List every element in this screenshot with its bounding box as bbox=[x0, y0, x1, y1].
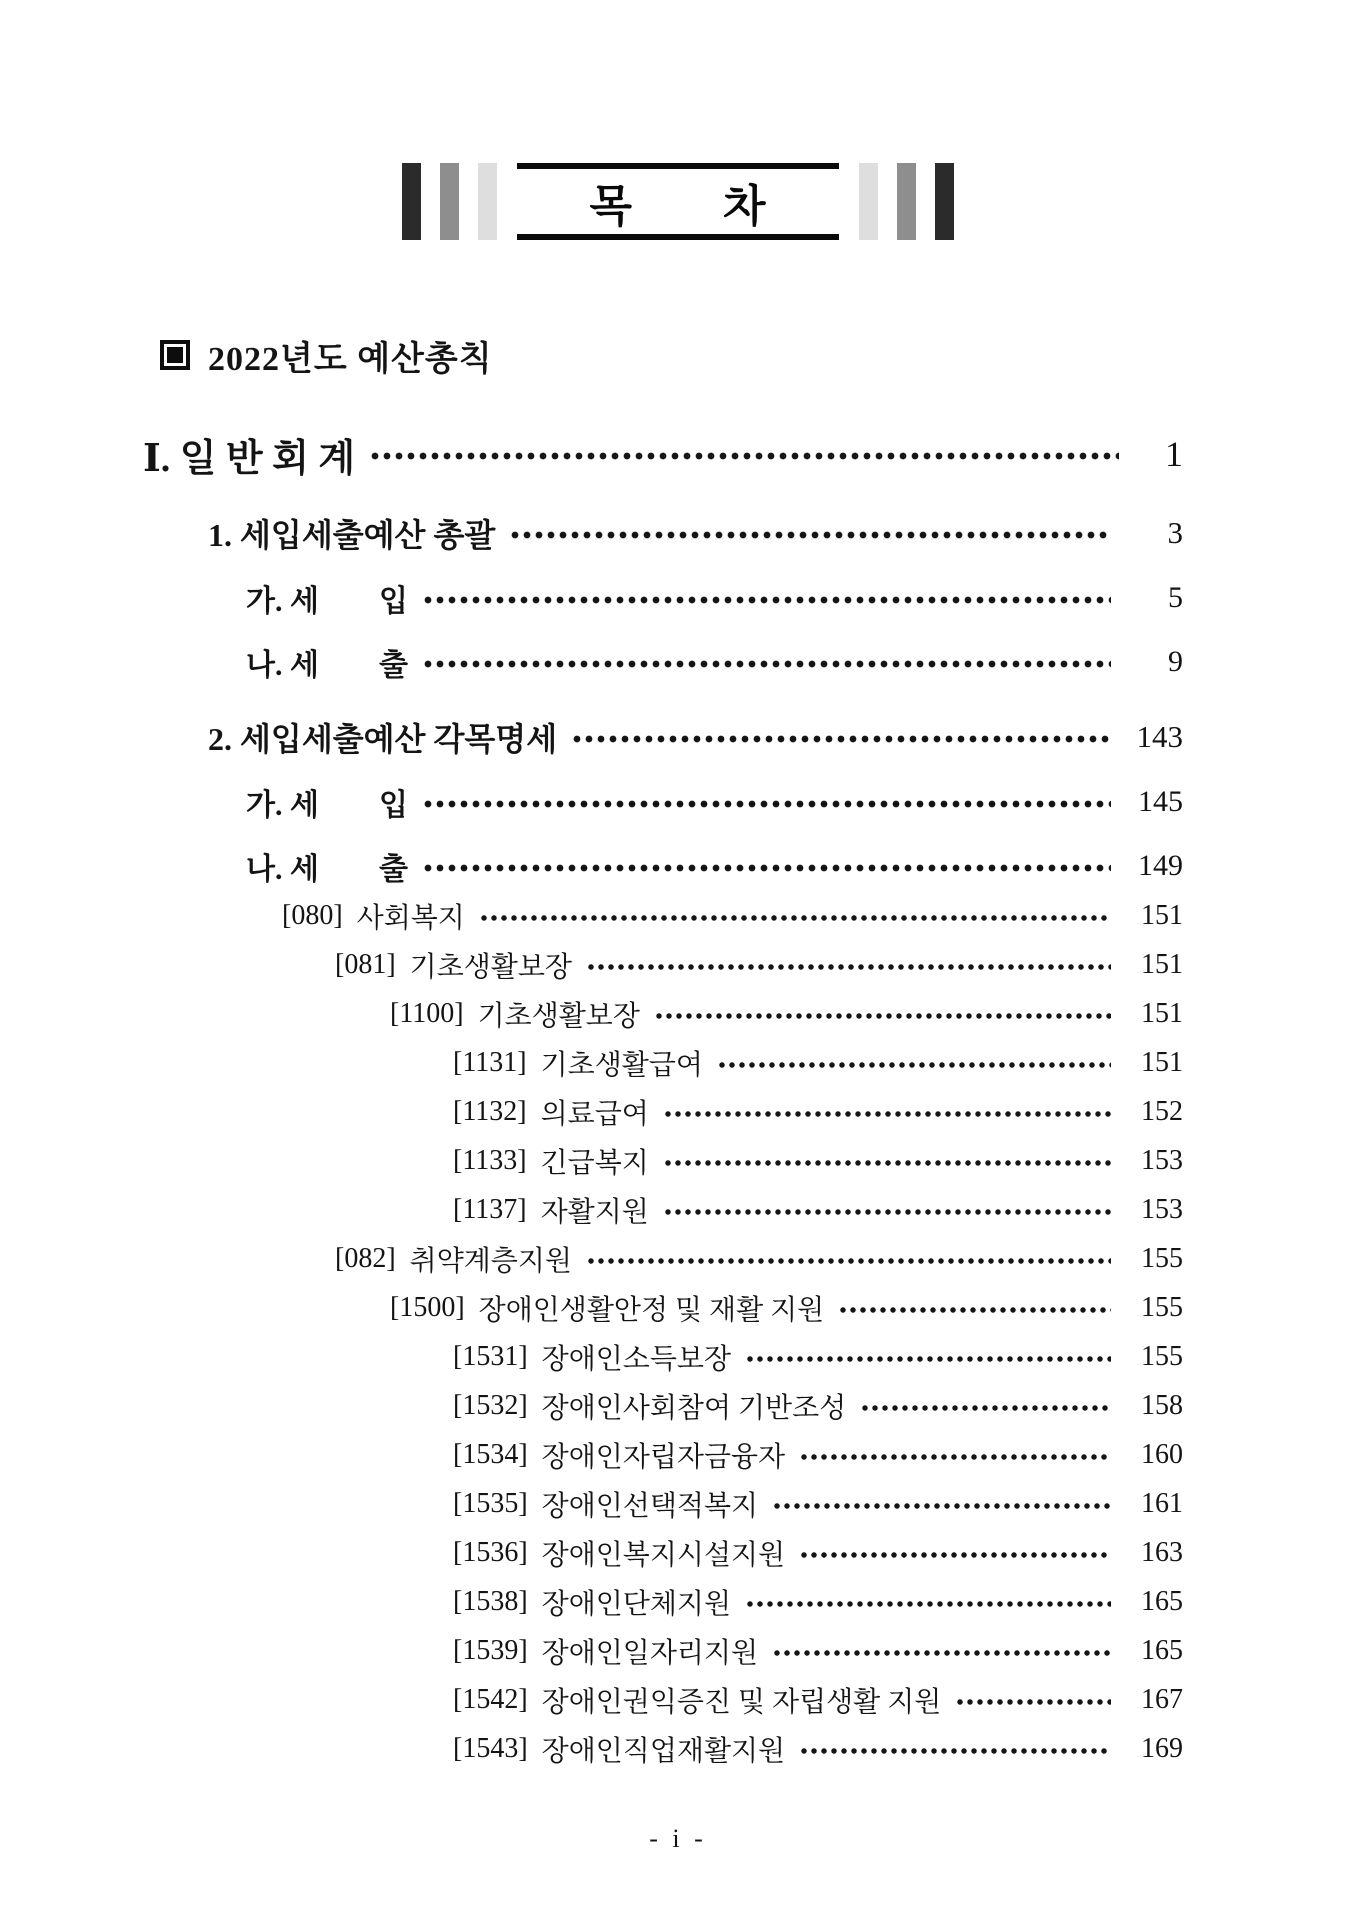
toc-entry-code: [1536] bbox=[453, 1536, 528, 1568]
doc-heading bbox=[0, 334, 1356, 376]
toc-row bbox=[0, 1092, 1356, 1131]
toc-entry-label: 장애인일자리지원 bbox=[541, 1637, 759, 1669]
dot-leader bbox=[799, 1746, 1111, 1756]
toc-entry-page: 145 bbox=[1138, 785, 1183, 818]
toc-entry-label: 장애인단체지원 bbox=[541, 1588, 731, 1620]
toc-row bbox=[0, 430, 1356, 478]
banner-bars-right bbox=[859, 163, 954, 240]
dot-leader bbox=[422, 594, 1111, 606]
dot-leader bbox=[422, 658, 1111, 670]
dot-leader bbox=[838, 1305, 1111, 1315]
toc-row bbox=[0, 846, 1356, 886]
toc-entry-page: 158 bbox=[1141, 1389, 1183, 1421]
toc-entry-label: 기초생활보장 bbox=[409, 951, 572, 983]
dot-leader bbox=[654, 1011, 1111, 1021]
toc-entry-page: 155 bbox=[1141, 1242, 1183, 1274]
toc-entry-label: Ⅰ. 일 반 회 계 bbox=[143, 437, 356, 480]
banner-bar-gray-icon bbox=[897, 163, 916, 240]
toc-entry-page: 165 bbox=[1141, 1634, 1183, 1666]
dot-leader bbox=[772, 1501, 1111, 1511]
toc-row bbox=[0, 1435, 1356, 1474]
toc-entry-label: 장애인생활안정 및 재활 지원 bbox=[478, 1294, 825, 1326]
toc-entry-label: 장애인복지시설지원 bbox=[541, 1539, 786, 1571]
toc-entry-page: 163 bbox=[1141, 1536, 1183, 1568]
dot-leader bbox=[571, 733, 1111, 745]
toc-entry-label: 자활지원 bbox=[540, 1196, 649, 1228]
toc-row bbox=[0, 1484, 1356, 1523]
page-title: 목 차 bbox=[589, 181, 767, 231]
toc-entry-code: [1543] bbox=[453, 1732, 528, 1764]
square-in-square-icon bbox=[160, 340, 190, 370]
toc-row bbox=[0, 782, 1356, 822]
toc-list bbox=[0, 430, 1356, 1768]
toc-entry-code: [1133] bbox=[453, 1144, 527, 1176]
toc-title-box bbox=[517, 163, 839, 240]
toc-entry-code: [1131] bbox=[453, 1046, 527, 1078]
page-number-label: - i - bbox=[649, 1824, 707, 1853]
toc-entry-code: [082] bbox=[335, 1242, 396, 1274]
toc-row bbox=[0, 896, 1356, 935]
toc-entry-page: 153 bbox=[1141, 1144, 1183, 1176]
dot-leader bbox=[479, 913, 1111, 923]
toc-row bbox=[0, 642, 1356, 682]
toc-entry-label: 가. 세 입 bbox=[246, 789, 408, 822]
dot-leader bbox=[586, 1256, 1111, 1266]
toc-entry-code: [081] bbox=[335, 948, 396, 980]
page-number-footer bbox=[0, 1824, 1356, 1854]
banner-bar-light-icon bbox=[478, 163, 497, 240]
toc-entry-code: [080] bbox=[282, 899, 343, 931]
toc-entry-code: [1534] bbox=[453, 1438, 528, 1470]
dot-leader bbox=[745, 1354, 1111, 1364]
toc-entry-code: [1531] bbox=[453, 1340, 528, 1372]
toc-entry-label: 장애인권익증진 및 자립생활 지원 bbox=[541, 1686, 942, 1718]
toc-entry-label: 장애인소득보장 bbox=[541, 1343, 731, 1375]
toc-row bbox=[0, 1582, 1356, 1621]
toc-entry-page: 1 bbox=[1165, 434, 1183, 474]
toc-entry-page: 151 bbox=[1141, 948, 1183, 980]
dot-leader bbox=[422, 862, 1111, 874]
toc-entry-label: 의료급여 bbox=[540, 1098, 649, 1130]
dot-leader bbox=[663, 1109, 1111, 1119]
dot-leader bbox=[369, 450, 1119, 462]
dot-leader bbox=[509, 529, 1111, 541]
dot-leader bbox=[745, 1599, 1111, 1609]
toc-entry-code: [1137] bbox=[453, 1193, 527, 1225]
toc-row bbox=[0, 716, 1356, 758]
toc-row bbox=[0, 1386, 1356, 1425]
toc-entry-code: [1532] bbox=[453, 1389, 528, 1421]
toc-row bbox=[0, 1533, 1356, 1572]
toc-entry-label: 가. 세 입 bbox=[246, 585, 408, 618]
doc-heading-text: 2022년도 예산총칙 bbox=[208, 340, 493, 378]
toc-row bbox=[0, 1729, 1356, 1768]
toc-entry-code: [1539] bbox=[453, 1634, 528, 1666]
toc-row bbox=[0, 1141, 1356, 1180]
toc-entry-page: 151 bbox=[1141, 899, 1183, 931]
toc-entry-label: 기초생활보장 bbox=[477, 1000, 640, 1032]
toc-entry-label: 장애인선택적복지 bbox=[541, 1490, 759, 1522]
square-in-square-inner bbox=[167, 347, 183, 363]
banner-bar-dark-icon bbox=[402, 163, 421, 240]
toc-row bbox=[0, 945, 1356, 984]
toc-row bbox=[0, 1288, 1356, 1327]
dot-leader bbox=[799, 1452, 1111, 1462]
toc-entry-label: 긴급복지 bbox=[540, 1147, 649, 1179]
dot-leader bbox=[860, 1403, 1111, 1413]
toc-entry-page: 167 bbox=[1141, 1683, 1183, 1715]
toc-entry-code: [1100] bbox=[390, 997, 464, 1029]
banner-bars-left bbox=[402, 163, 497, 240]
toc-entry-code: [1500] bbox=[390, 1291, 465, 1323]
toc-row bbox=[0, 1043, 1356, 1082]
dot-leader bbox=[663, 1207, 1111, 1217]
toc-entry-label: 장애인자립자금융자 bbox=[541, 1441, 786, 1473]
toc-entry-label: 장애인사회참여 기반조성 bbox=[541, 1392, 847, 1424]
toc-entry-page: 151 bbox=[1141, 997, 1183, 1029]
dot-leader bbox=[422, 798, 1111, 810]
toc-entry-page: 155 bbox=[1141, 1291, 1183, 1323]
dot-leader bbox=[663, 1158, 1111, 1168]
toc-entry-code: [1535] bbox=[453, 1487, 528, 1519]
toc-row bbox=[0, 1190, 1356, 1229]
toc-entry-label: 1. 세입세출예산 총괄 bbox=[208, 517, 496, 553]
toc-row bbox=[0, 578, 1356, 618]
toc-entry-label: 장애인직업재활지원 bbox=[541, 1735, 786, 1767]
dot-leader bbox=[772, 1648, 1111, 1658]
toc-entry-page: 3 bbox=[1167, 515, 1183, 550]
dot-leader bbox=[717, 1060, 1111, 1070]
toc-entry-page: 169 bbox=[1141, 1732, 1183, 1764]
toc-banner bbox=[0, 163, 1356, 240]
toc-row bbox=[0, 1631, 1356, 1670]
toc-entry-page: 160 bbox=[1141, 1438, 1183, 1470]
toc-entry-label: 사회복지 bbox=[356, 902, 465, 934]
toc-entry-label: 2. 세입세출예산 각목명세 bbox=[208, 721, 558, 757]
toc-entry-label: 나. 세 출 bbox=[246, 649, 408, 682]
dot-leader bbox=[586, 962, 1111, 972]
dot-leader bbox=[955, 1697, 1111, 1707]
toc-entry-page: 165 bbox=[1141, 1585, 1183, 1617]
toc-entry-page: 155 bbox=[1141, 1340, 1183, 1372]
toc-row bbox=[0, 1239, 1356, 1278]
dot-leader bbox=[799, 1550, 1111, 1560]
toc-entry-page: 151 bbox=[1141, 1046, 1183, 1078]
toc-entry-label: 기초생활급여 bbox=[540, 1049, 703, 1081]
banner-bar-dark-icon bbox=[935, 163, 954, 240]
toc-row bbox=[0, 512, 1356, 554]
toc-entry-page: 5 bbox=[1168, 581, 1183, 614]
toc-entry-page: 152 bbox=[1141, 1095, 1183, 1127]
banner-bar-gray-icon bbox=[440, 163, 459, 240]
toc-row bbox=[0, 1680, 1356, 1719]
toc-entry-code: [1538] bbox=[453, 1585, 528, 1617]
toc-entry-page: 149 bbox=[1138, 849, 1183, 882]
toc-entry-code: [1542] bbox=[453, 1683, 528, 1715]
banner-bar-light-icon bbox=[859, 163, 878, 240]
toc-row bbox=[0, 994, 1356, 1033]
toc-entry-page: 9 bbox=[1168, 645, 1183, 678]
toc-entry-code: [1132] bbox=[453, 1095, 527, 1127]
toc-entry-label: 취약계층지원 bbox=[409, 1245, 572, 1277]
toc-entry-page: 161 bbox=[1141, 1487, 1183, 1519]
toc-entry-page: 143 bbox=[1136, 719, 1183, 754]
toc-entry-page: 153 bbox=[1141, 1193, 1183, 1225]
toc-entry-label: 나. 세 출 bbox=[246, 853, 408, 886]
toc-row bbox=[0, 1337, 1356, 1376]
